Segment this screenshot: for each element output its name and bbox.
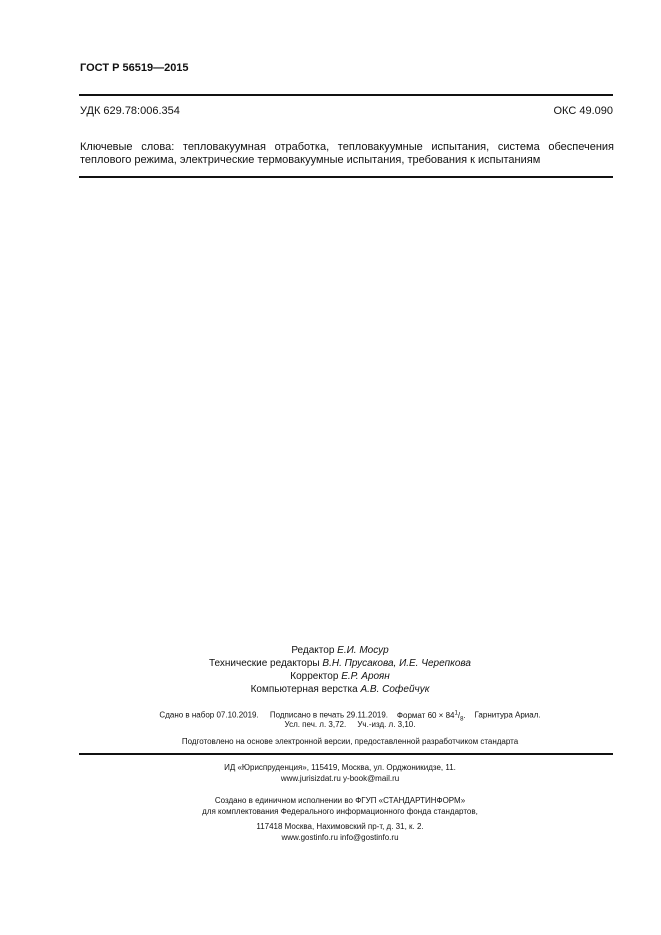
credit-corrector: Корректор Е.Р. Ароян (290, 671, 390, 682)
oks-code: ОКС 49.090 (553, 105, 613, 117)
publication-dates: Сдано в набор 07.10.2019. Подписано в печать 29.11.2019. Формат $60 \times 84^1/_8$. Гарнитура Ариал. (159, 710, 541, 723)
publication-sheets: Усл. печ. л. 3,72. Уч.-изд. л. 3,10. (284, 720, 416, 729)
fund-note: для комплектования Федерального информационного фонда стандартов, (202, 807, 478, 816)
standartinform-address: 117418 Москва, Нахимовский пр-т, д. 31, к. 2. (256, 822, 424, 831)
udk-code: УДК 629.78:006.354 (80, 105, 180, 117)
credit-editor: Редактор Е.И. Мосур (291, 645, 389, 656)
standard-number: ГОСТ Р 56519—2015 (80, 62, 189, 74)
format-spec: Формат $60 \times 84^1/_8$. (396, 710, 466, 723)
credit-layout: Компьютерная верстка А.В. Софейчук (250, 684, 430, 695)
publisher-address: ИД «Юриспруденция», 115419, Москва, ул. Орджоникидзе, 11. (224, 763, 456, 772)
publisher-contacts: www.jurisizdat.ru y-book@mail.ru (280, 774, 400, 783)
keywords-paragraph: Ключевые слова: тепловакуумная отработка, тепловакуумные испытания, система обеспечения теплового режима, электрические термовакуумные испытания, требования к испытаниям (80, 141, 614, 166)
prepared-note: Подготовлено на основе электронной версии, предоставленной разработчиком стандарта (181, 737, 519, 746)
keywords-divider (79, 176, 613, 178)
created-note: Создано в единичном исполнении во ФГУП «СТАНДАРТИНФОРМ» (214, 796, 466, 805)
top-divider (79, 94, 613, 96)
standartinform-contacts: www.gostinfo.ru info@gostinfo.ru (281, 833, 399, 842)
bottom-divider (79, 753, 613, 755)
credit-tech-editors: Технические редакторы В.Н. Прусакова, И.Е. Черепкова (208, 658, 471, 669)
